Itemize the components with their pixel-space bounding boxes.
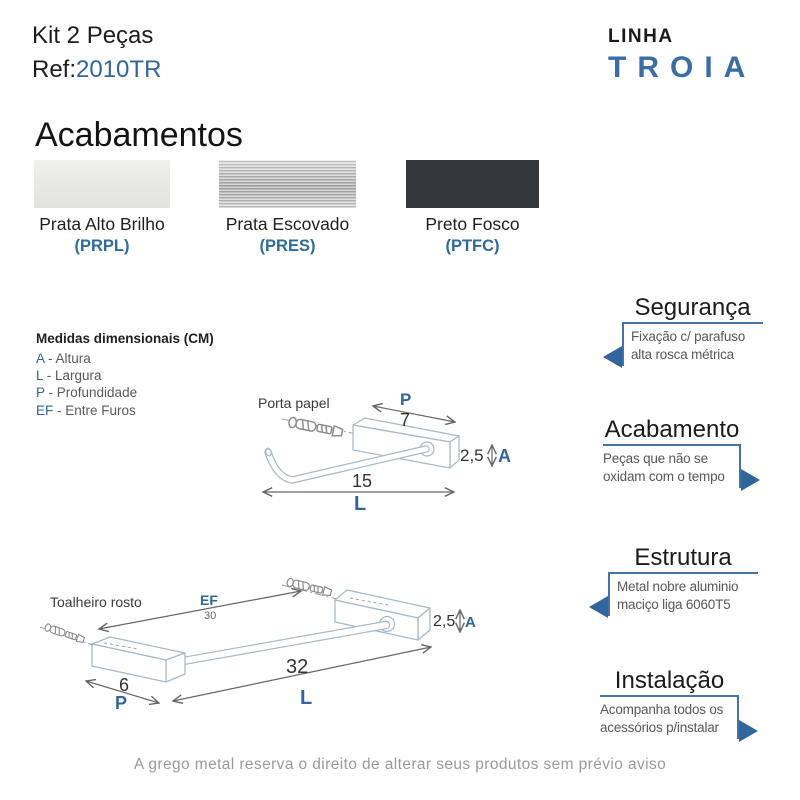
wall-screw-icon bbox=[288, 417, 343, 438]
finish-name: Prata Escovado bbox=[225, 214, 350, 234]
drawing-title: Toalheiro rosto bbox=[50, 594, 142, 610]
disclaimer-footer: A grego metal reserva o direito de alterar seus produtos sem prévio aviso bbox=[133, 756, 667, 773]
depth-value: 7 bbox=[400, 410, 411, 430]
arrow-right-icon bbox=[739, 720, 758, 742]
dimensions-legend bbox=[36, 331, 214, 419]
reference-line bbox=[32, 56, 161, 84]
towel-bar-drawing bbox=[20, 555, 500, 735]
legend-item-largura: L - Largura bbox=[36, 368, 102, 384]
width-value: 15 bbox=[352, 471, 373, 491]
legend-item-altura: A - Altura bbox=[36, 351, 91, 366]
ref-value: 2010TR bbox=[76, 56, 162, 83]
finish-label bbox=[14, 214, 190, 256]
towel-bar bbox=[172, 625, 386, 663]
legend-title: Medidas dimensionais (CM) bbox=[36, 331, 214, 346]
legend-item-entre-furos: EF - Entre Furos bbox=[36, 402, 136, 418]
legend-item-profundidade: P - Profundidade bbox=[36, 385, 138, 401]
depth-dim-line bbox=[373, 406, 455, 422]
width-value: 32 bbox=[286, 656, 309, 678]
paper-holder-drawing bbox=[240, 385, 520, 515]
height-letter: A bbox=[498, 446, 511, 466]
finish-label bbox=[386, 214, 559, 256]
height-value: 2,5 bbox=[433, 613, 456, 630]
feature-instalacao bbox=[600, 667, 739, 739]
finish-code: (PTFC) bbox=[445, 237, 500, 255]
swatch-matte-black bbox=[406, 160, 539, 208]
wall-screw-icon bbox=[286, 578, 332, 597]
depth-letter: P bbox=[400, 390, 412, 409]
finish-label bbox=[199, 214, 376, 256]
feature-title: Estrutura bbox=[634, 544, 732, 571]
paper-rod bbox=[265, 448, 426, 480]
holes-value: 30 bbox=[204, 610, 217, 622]
line-label: LINHA bbox=[608, 26, 674, 47]
height-value: 2,5 bbox=[460, 446, 484, 465]
swatch-brushed-silver bbox=[219, 160, 356, 208]
ref-label: Ref: bbox=[32, 56, 77, 83]
line-name: TROIA bbox=[608, 51, 757, 84]
feature-title: Instalação bbox=[614, 667, 725, 694]
depth-value: 6 bbox=[119, 675, 130, 695]
feature-seguranca bbox=[622, 294, 763, 366]
feature-title: Acabamento bbox=[604, 416, 740, 443]
arrow-left-icon bbox=[603, 346, 622, 368]
arrow-left-icon bbox=[589, 596, 608, 618]
finishes-title: Acabamentos bbox=[35, 116, 243, 154]
finish-code: (PRPL) bbox=[74, 237, 130, 255]
arrow-right-icon bbox=[741, 469, 760, 491]
finish-name: Preto Fosco bbox=[425, 214, 520, 234]
finish-code: (PRES) bbox=[259, 237, 316, 255]
finish-name: Prata Alto Brilho bbox=[39, 214, 165, 234]
drawing-title: Porta papel bbox=[258, 395, 330, 411]
swatch-gloss-silver bbox=[34, 160, 170, 208]
feature-body: Acompanha todos os acessórios p/instalar bbox=[600, 695, 739, 739]
width-letter: L bbox=[354, 493, 367, 515]
holes-letter: EF bbox=[200, 592, 218, 608]
feature-body: Metal nobre aluminio maciço liga 6060T5 bbox=[608, 572, 758, 616]
depth-letter: P bbox=[115, 693, 128, 713]
feature-title: Segurança bbox=[634, 294, 751, 321]
feature-estrutura bbox=[608, 544, 758, 616]
kit-title: Kit 2 Peças bbox=[32, 22, 154, 49]
height-letter: A bbox=[465, 614, 476, 631]
left-post bbox=[92, 637, 185, 682]
feature-body: Peças que não se oxidam com o tempo bbox=[603, 444, 741, 488]
wall-screw-icon bbox=[44, 623, 85, 643]
feature-acabamento bbox=[603, 416, 741, 488]
feature-body: Fixação c/ parafuso alta rosca métrica bbox=[622, 322, 763, 366]
width-letter: L bbox=[300, 687, 313, 709]
brand-block bbox=[608, 26, 756, 85]
